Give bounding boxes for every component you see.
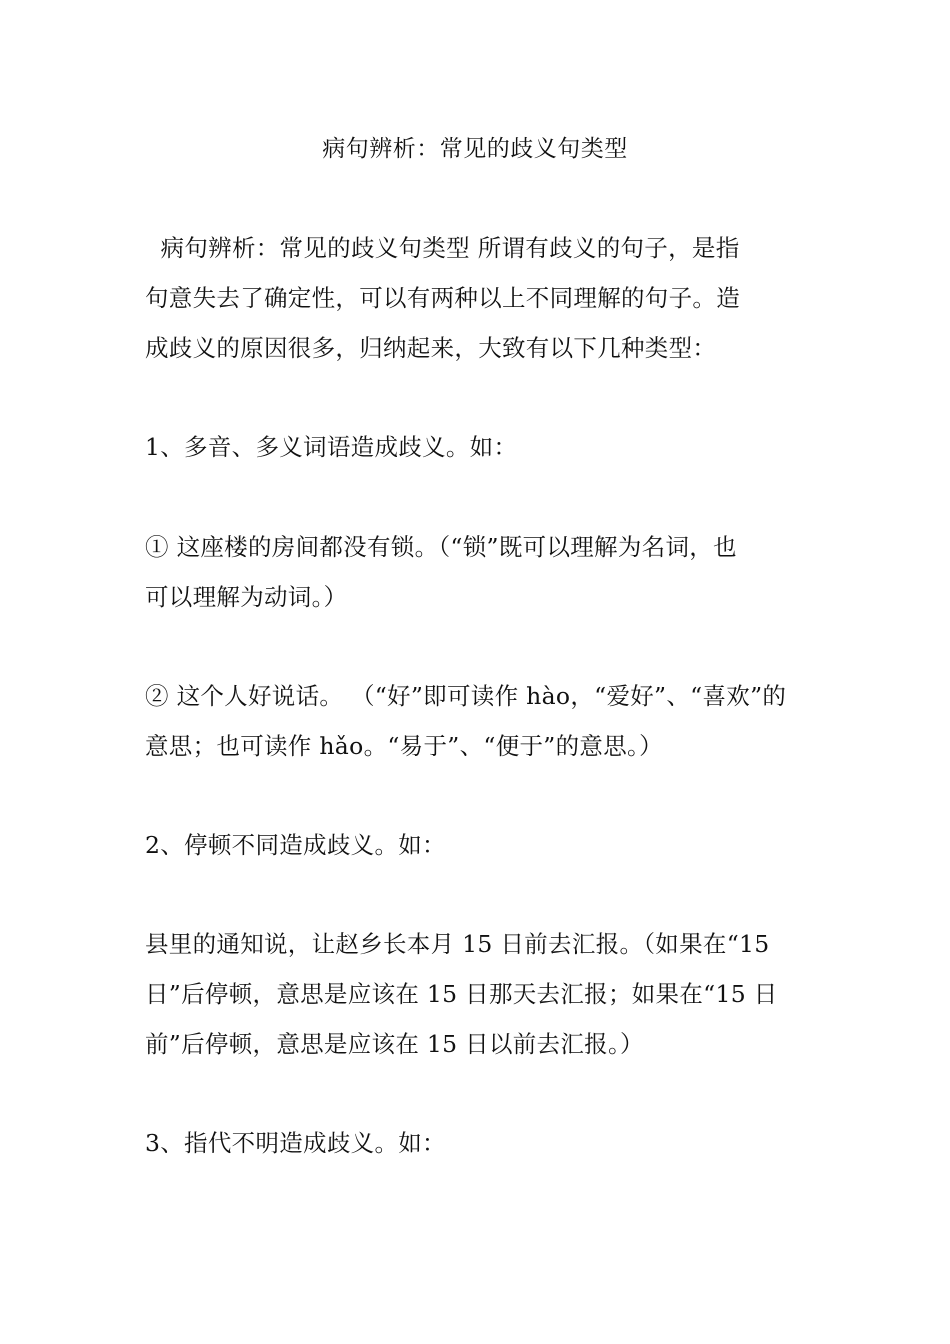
- paragraph-line: 2、停顿不同造成歧义。如：: [145, 831, 446, 859]
- example-paragraph-2: [145, 671, 810, 771]
- example-paragraph-1: [145, 522, 810, 622]
- intro-paragraph: [145, 223, 810, 373]
- document-title: 病句辨析：常见的歧义句类型: [322, 136, 628, 162]
- section-heading-2: [145, 820, 810, 870]
- paragraph-line: 可以理解为动词。）: [145, 583, 348, 611]
- paragraph-line: 前”后停顿，意思是应该在 15 日以前去汇报。）: [145, 1030, 644, 1058]
- paragraph-line: 县里的通知说，让赵乡长本月 15 日前去汇报。（如果在“15: [145, 930, 770, 958]
- paragraph-line: ② 这个人好说话。 （“好”即可读作 hào，“爱好”、“喜欢”的: [145, 682, 787, 710]
- paragraph-line: 日”后停顿，意思是应该在 15 日那天去汇报；如果在“15 日: [145, 980, 778, 1008]
- paragraph-line: 病句辨析：常见的歧义句类型 所谓有歧义的句子，是指: [145, 234, 740, 262]
- paragraph-line: ① 这座楼的房间都没有锁。（“锁”既可以理解为名词，也: [145, 533, 737, 561]
- example-paragraph-3: [145, 919, 810, 1069]
- paragraph-line: 成歧义的原因很多，归纳起来，大致有以下几种类型：: [145, 334, 717, 362]
- section-heading-1: [145, 422, 810, 472]
- section-heading-3: [145, 1118, 810, 1168]
- paragraph-line: 3、指代不明造成歧义。如：: [145, 1129, 446, 1157]
- paragraph-line: 句意失去了确定性，可以有两种以上不同理解的句子。造: [145, 284, 740, 312]
- paragraph-line: 意思；也可读作 hǎo。“易于”、“便于”的意思。）: [145, 732, 663, 760]
- paragraph-line: 1、多音、多义词语造成歧义。如：: [145, 433, 518, 461]
